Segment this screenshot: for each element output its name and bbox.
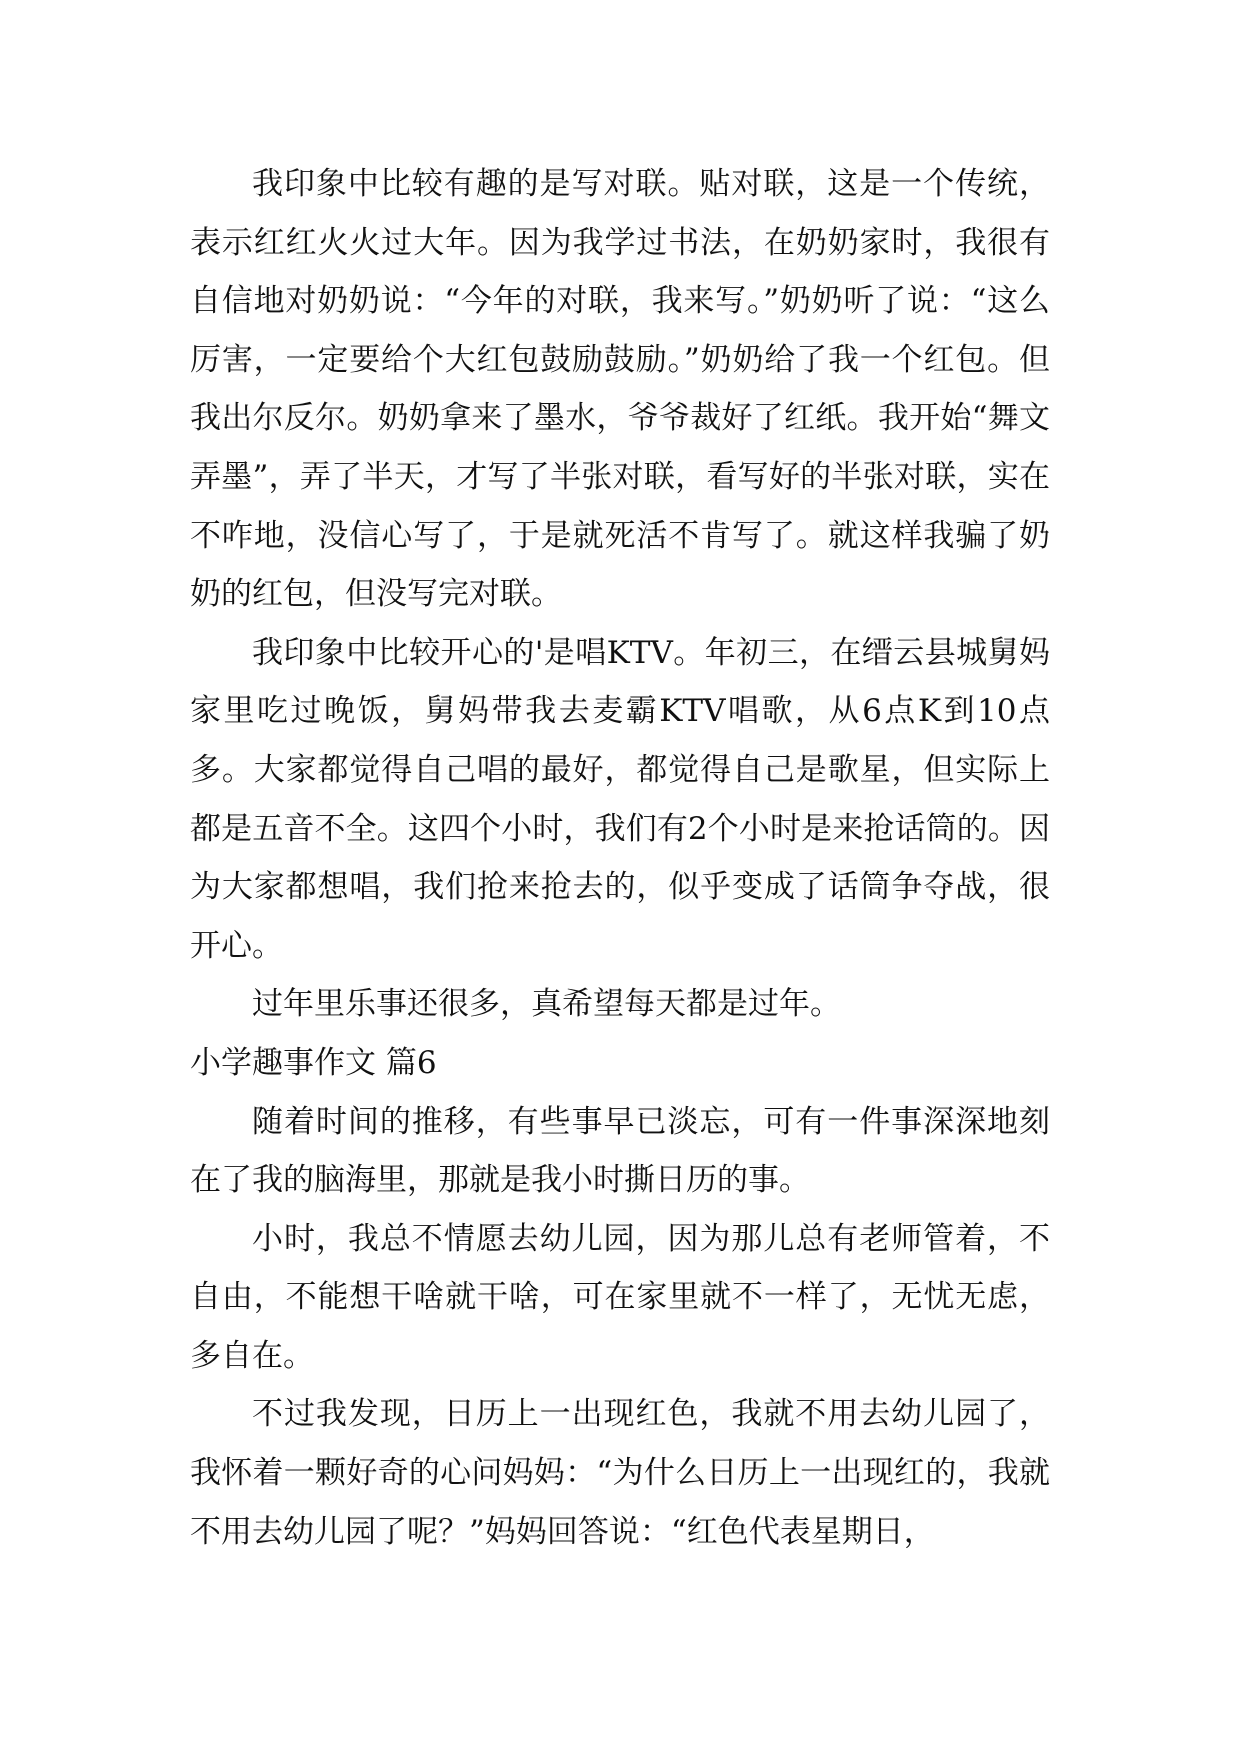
paragraph-memory-intro: 随着时间的推移，有些事早已淡忘，可有一件事深深地刻在了我的脑海里，那就是我小时撕日历的事。 [190, 1103, 1050, 1199]
section-heading: 小学趣事作文 篇6 [190, 1044, 437, 1081]
paragraph-new-year-wish: 过年里乐事还很多，真希望每天都是过年。 [252, 986, 841, 1023]
paragraph-red-calendar: 不过我发现，日历上一出现红色，我就不用去幼儿园了，我怀着一颗好奇的心问妈妈：“为什么日历上一出现红的，我就不用去幼儿园了呢？”妈妈回答说：“红色代表星期日， [190, 1396, 1050, 1550]
paragraph-kindergarten: 小时，我总不情愿去幼儿园，因为那儿总有老师管着，不自由，不能想干啥就干啥，可在家里就不一样了，无忧无虑，多自在。 [190, 1220, 1050, 1374]
document-body [190, 155, 1050, 1561]
paragraph-couplet: 我印象中比较有趣的是写对联。贴对联，这是一个传统，表示红红火火过大年。因为我学过书法，在奶奶家时，我很有自信地对奶奶说：“今年的对联，我来写。”奶奶听了说：“这么厉害，一定要给个大红包鼓励鼓励。”奶奶给了我一个红包。但我出尔反尔。奶奶拿来了墨水，爷爷裁好了红纸。我开始“舞文弄墨”，弄了半天，才写了半张对联，看写好的半张对联，实在不咋地，没信心写了，于是就死活不肯写了。就这样我骗了奶奶的红包，但没写完对联。 [190, 166, 1050, 613]
paragraph-ktv: 我印象中比较开心的'是唱KTV。年初三，在缙云县城舅妈家里吃过晚饭，舅妈带我去麦霸KTV唱歌，从6点K到10点多。大家都觉得自己唱的最好，都觉得自己是歌星，但实际上都是五音不全。这四个小时，我们有2个小时是来抢话筒的。因为大家都想唱，我们抢来抢去的，似乎变成了话筒争夺战，很开心。 [190, 634, 1050, 964]
